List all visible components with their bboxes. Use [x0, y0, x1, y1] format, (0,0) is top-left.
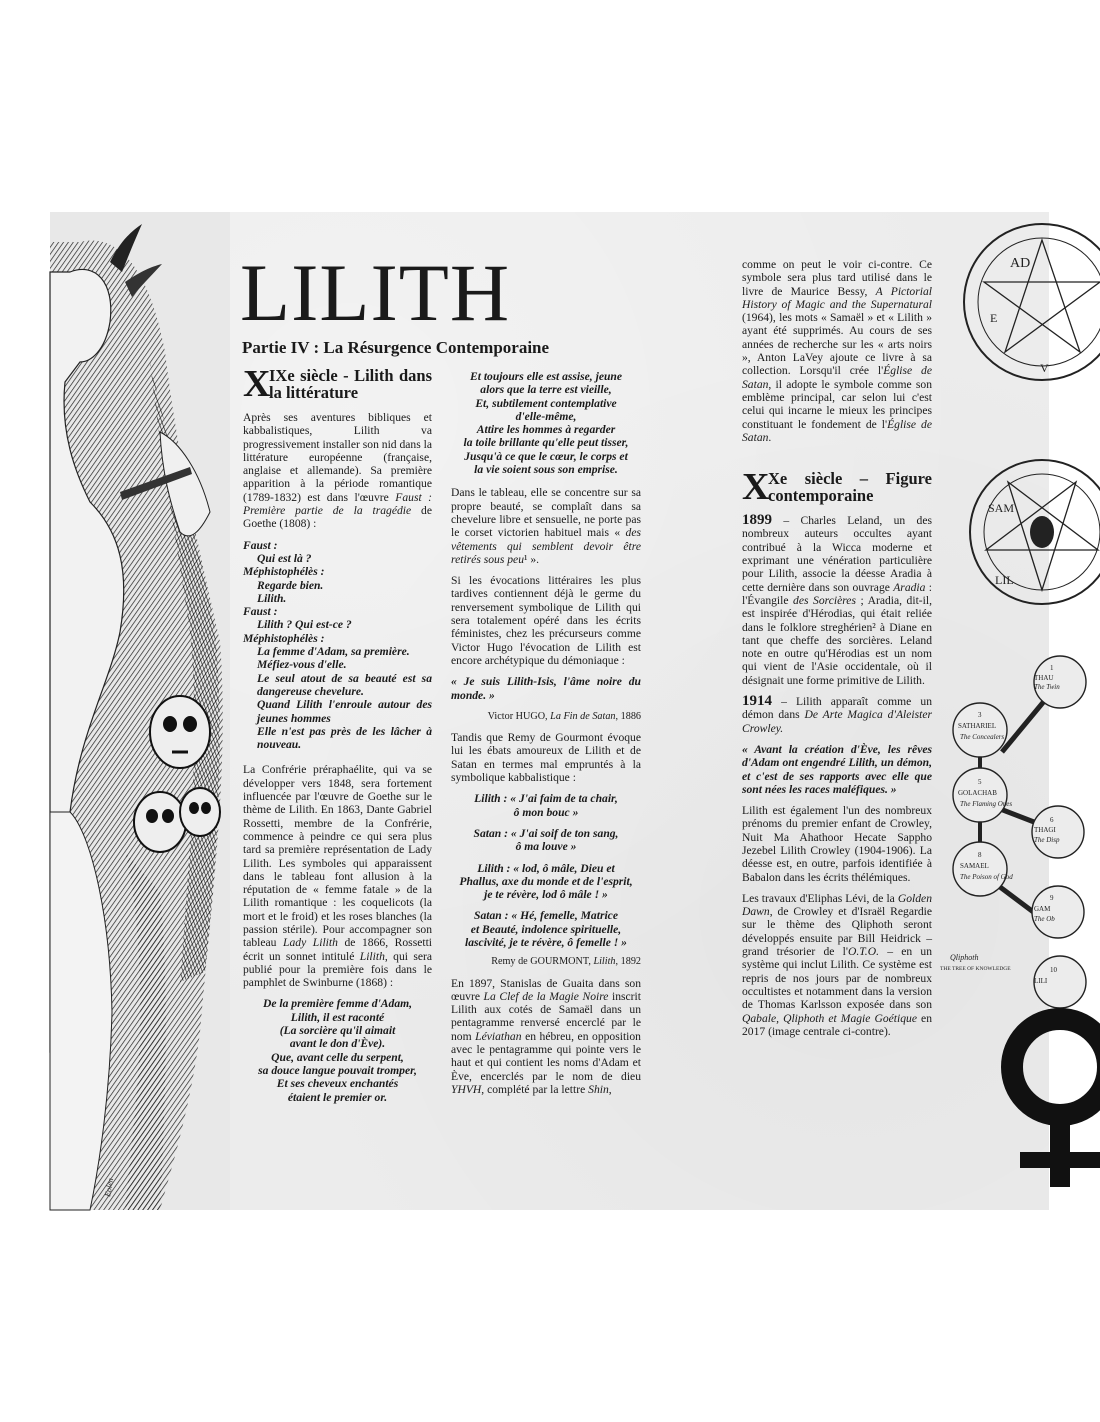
svg-text:The Twin: The Twin: [1034, 683, 1060, 691]
faust-dialogue: Faust : Qui est là ? Méphistophélès : Regarde bien. Lilith. Faust : Lilith ? Qui est-ce ? Méphistophélès : La femme d'Adam, sa première. Méfiez-vous d'elle. Le seul atout de sa beauté est sa dangereuse chevelure. Quand Lilith l'enroule autour des jeunes hommes Elle n'est pas près de les lâcher à nouveau.: [243, 538, 432, 752]
drop-cap: X: [742, 466, 770, 509]
crowley-quote: « Avant la création d'Ève, les rêves d'Adam ont engendré Lilith, un démon, et c'est de ses rapports avec elle que sont nées les races maléfiques. »: [742, 742, 932, 796]
gourmont-dialogue: Lilith : « J'ai faim de ta chair, ô mon bouc » Satan : « J'ai soif de ton sang, ô ma louve » Lilith : « lod, ô mâle, Dieu et Phallus, axe du monde et de l'esprit, je te révère, lod ô mâle ! » Satan : « Hé, femelle, Matrice et Beauté, indolence spirituelle, lascivité, je te révère, ô femelle ! »: [459, 792, 633, 949]
diagram-label: LIL: [995, 573, 1014, 587]
page-subtitle: Partie IV : La Résurgence Contemporaine: [242, 338, 550, 357]
column-2: [451, 370, 641, 1104]
column-3: [742, 258, 932, 1046]
pentagram-samael-lilith: [970, 460, 1100, 604]
rossetti-poem-continued: Et toujours elle est assise, jeune alors que la terre est vieille, Et, subtilement contemplative d'elle-même, Attire les hommes à regarder la toile brillante qu'elle peut tisser, Jusqu'à ce que le cœur, le corps et la vie soient sous son emprise.: [463, 370, 629, 477]
pentagram-adam-eve: [964, 224, 1100, 380]
svg-text:9: 9: [1050, 894, 1054, 902]
paragraph: Si les évocations littéraires les plus tardives contiennent déjà le germe du renversement symbolique de Lilith qui sera totalement opéré dans les écrits féministes, chez les précurseurs comme Victor Hugo l'évocation de Lilith est encore archétypique du démoniaque :: [451, 574, 641, 667]
svg-text:GAM: GAM: [1034, 905, 1051, 913]
diagram-label: AD: [1010, 256, 1031, 271]
svg-text:8: 8: [978, 851, 982, 859]
paragraph: Après ses aventures bibliques et kabbalistiques, Lilith va progressivement installer son nid dans la littérature européenne (française, anglaise et allemande). Sa première apparition à la période romantique (1789-1832) est dans l'œuvre Faust : Première partie de la tragédie de Goethe (1808) :: [243, 411, 433, 531]
svg-text:The Poison of God: The Poison of God: [960, 873, 1013, 881]
paragraph: La Confrérie préraphaélite, qui va se développer vers 1848, sera fortement influencée par l'œuvre de Goethe sur le thème de Lilith. En 1863, Dante Gabriel Rossetti, membre de la Confrérie, commence à peindre ce qui sera plus tard sa première représentation de Lady Lilith. Les symboles qui apparaissent dans le tableau font allusion à la réputation de « femme fatale » de la Lilith romantique : les coquelicots (la mort et le froid) et les roses blanches (la passion stérile). Pour accompagner son tableau Lady Lilith de 1866, Rossetti écrit un sonnet intitulé Lilith, qui sera publié pour la première fois dans le pamphlet de Swinburne (1868) :: [243, 763, 433, 990]
svg-text:SATHARIEL: SATHARIEL: [958, 722, 997, 730]
hugo-citation: Victor HUGO, La Fin de Satan, 1886: [487, 710, 641, 722]
svg-text:THAGI: THAGI: [1034, 826, 1056, 834]
diagram-label: E: [990, 311, 998, 325]
svg-text:5: 5: [978, 778, 982, 786]
svg-text:6: 6: [1050, 816, 1054, 824]
gourmont-citation: Remy de GOURMONT, Lilith, 1892: [491, 956, 641, 968]
svg-text:LILI: LILI: [1034, 977, 1048, 985]
paragraph: 1914 – Lilith apparaît comme un démon dans De Arte Magica d'Aleister Crowley.: [742, 693, 933, 735]
paragraph: Tandis que Remy de Gourmont évoque lui les ébats amoureux de Lilith et de Satan en termes mal empruntés à la symbolique kabbalistique :: [451, 731, 641, 785]
svg-text:THAU: THAU: [1034, 674, 1054, 682]
svg-text:SAMAEL: SAMAEL: [960, 862, 989, 870]
drop-cap: X: [243, 363, 271, 405]
diagram-label: V: [1040, 361, 1049, 375]
column-1: [243, 363, 433, 1104]
svg-text:THE TREE OF KNOWLEDGE: THE TREE OF KNOWLEDGE: [940, 966, 1011, 972]
qliphoth-tree: [940, 656, 1086, 1008]
hugo-quote: « Je suis Lilith-Isis, l'âme noire du monde. »: [451, 675, 641, 702]
page-title: LILITH: [240, 247, 511, 338]
svg-text:The Disp: The Disp: [1034, 836, 1060, 844]
svg-text:1: 1: [1050, 664, 1054, 672]
svg-text:3: 3: [978, 711, 982, 719]
paragraph: En 1897, Stanislas de Guaita dans son œuvre La Clef de la Magie Noire inscrit Lilith aux cotés de Samaël dans un pentagramme renversé encerclé par le nom Léviathan en hébreu, en opposition avec le pentagramme qui pointe vers le haut et qui contient les noms d'Adam et Ève, encerclés par le nom de dieu YHVH, complété par la lettre Shin,: [451, 976, 641, 1096]
svg-text:The Ob: The Ob: [1034, 915, 1055, 923]
paragraph: 1899 – Charles Leland, un des nombreux auteurs occultes ayant contribué à la Wicca moderne et exprimant une vénération particulière pour Lilith, associe la déesse Aradia à cette dernière dans son ouvrage Aradia : l'Évangile des Sorcières ; Aradia, dit-il, est inspirée d'Hérodias, qui était reliée dans le folklore streghérien² à Diane en tant que cheffe des sorcières. Leland note en outre qu'Hérodias est un nom qui vient de l'Asie occidentale, où il désignait une forme primitive de Lilith.: [742, 512, 932, 687]
svg-text:The Flaming Ones: The Flaming Ones: [960, 800, 1013, 808]
svg-text:Qliphoth: Qliphoth: [950, 953, 979, 962]
paragraph: Lilith est également l'un des nombreux prénoms du premier enfant de Crowley, Nuit Ma Ahathoor Hecate Sappho Jezebel Lilith Crowley (1904-1906). La déesse est, en outre, parfois identifiée à Babalon dans les écrits thélémiques.: [742, 804, 932, 884]
paragraph: comme on peut le voir ci-contre. Ce symbole sera plus tard utilisé dans le livre de Maurice Bessy, A Pictorial History of Magic and the Supernatural (1964), les mots « Samaël » et « Lilith » ayant été supprimés. Au cours de ses années de recherche sur les « arts noirs », Anton LaVey ajoute ce livre à sa collection. Lorsqu'il crée l'Église de Satan, il adopte le symbole comme son emblème principal, car selon lui c'est celui qui incarne le mieux les principes constituant le fondement de l'Église de Satan.: [742, 258, 932, 444]
svg-text:GOLACHAB: GOLACHAB: [958, 789, 997, 797]
paragraph: Dans le tableau, elle se concentre sur sa propre beauté, se complaît dans sa chevelure libre et sensuelle, ne porte pas le corset victorien habituel mais « des vêtements qui semblent devoir être retirés sous peu¹ ».: [451, 486, 641, 566]
diagram-label: SAM: [988, 501, 1015, 515]
section-heading-text: IXe siècle - Lilith dans la littérature: [269, 366, 432, 402]
lilith-illustration: [50, 212, 230, 1210]
svg-text:10: 10: [1050, 966, 1057, 974]
section-heading-20th: [742, 466, 932, 509]
svg-text:The Concealers: The Concealers: [960, 733, 1005, 741]
section-heading-19th: [243, 363, 432, 405]
artist-signature: Eolen: [103, 1177, 116, 1198]
magazine-spread: [50, 212, 1060, 1210]
venus-symbol: [1012, 1019, 1100, 1187]
rossetti-poem: De la première femme d'Adam, Lilith, il est raconté (La sorcière qu'il aimait avant le don d'Ève). Que, avant celle du serpent, sa douce langue pouvait tromper, Et ses cheveux enchantés étaient le premier or.: [258, 997, 417, 1104]
paragraph: Les travaux d'Eliphas Lévi, de la Golden Dawn, de Crowley et d'Israël Regardie sur le thème des Qliphoth seront développés ensuite par Bill Heidrick – grand trésorier de l'O.T.O. – en un système qui inclut Lilith. Ce système est repris de nos jours par de nombreux occultistes et notamment dans la version de Thomas Karlsson exposée dans son Qabale, Qliphoth et Magie Goétique en 2017 (image centrale ci-contre).: [742, 891, 932, 1038]
occult-diagrams: [940, 212, 1060, 1210]
section-heading-text: Xe siècle – Figure contemporaine: [768, 469, 932, 506]
